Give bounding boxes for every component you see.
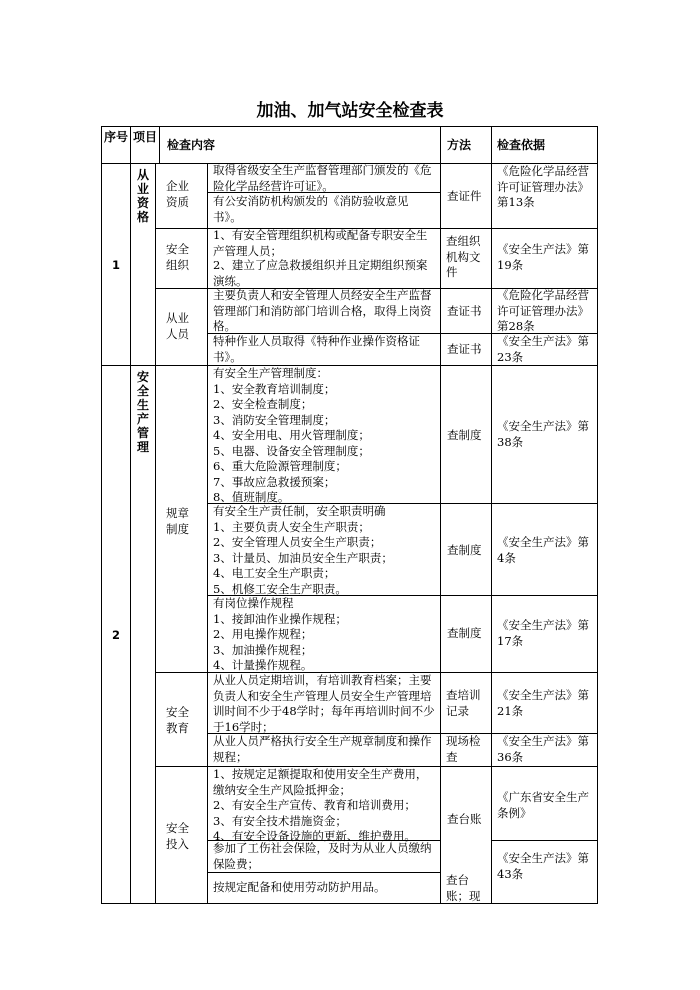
section1-sub2-basis: 《安全生产法》第19条 bbox=[497, 242, 589, 272]
section2-sub3-c1 bbox=[213, 767, 438, 845]
section1-sub1-c1: 取得省级安全生产监督管理部门颁发的《危险化学品经营许可证》。 bbox=[213, 163, 432, 193]
section1-sub2-name: 安全组织 bbox=[166, 242, 189, 272]
section2-sub1-method2: 查制度 bbox=[447, 543, 482, 557]
section2-sub1-basis3: 《安全生产法》第17条 bbox=[497, 618, 589, 648]
list-item: 3、加油操作规程； bbox=[213, 642, 313, 657]
section2-sub1-block2 bbox=[213, 504, 438, 597]
section1-sub2-c1: 1、有安全管理组织机构或配备专职安全生产管理人员； bbox=[213, 228, 428, 258]
section2-sub1-basis2: 《安全生产法》第4条 bbox=[497, 535, 589, 565]
section1-sub2-c2: 2、建立了应急救援组织并且定期组织预案演练。 bbox=[213, 258, 428, 288]
page-title: 加油、加气站安全检查表 bbox=[256, 101, 444, 121]
section2-sub1-basis1: 《安全生产法》第38条 bbox=[497, 419, 589, 449]
list-item: 3、有安全技术措施资金； bbox=[213, 813, 347, 828]
list-item: 1、接卸油作业操作规程； bbox=[213, 611, 347, 626]
header-content: 检查内容 bbox=[167, 138, 216, 152]
section2-sub1-block1 bbox=[213, 366, 438, 506]
list-item: 8、值班制度。 bbox=[213, 490, 290, 504]
list-item: 1、按规定足额提取和使用安全生产费用，缴纳安全生产风险抵押金； bbox=[213, 767, 428, 797]
section1-seq: 1 bbox=[111, 258, 120, 272]
section1-sub3-method1: 查证书 bbox=[447, 304, 482, 318]
section1-sub1-basis: 《危险化学品经营许可证管理办法》第13条 bbox=[497, 164, 589, 209]
list-item: 4、电工安全生产职责； bbox=[213, 566, 336, 580]
section2-sub3-name: 安全投入 bbox=[166, 821, 189, 851]
list-item: 2、安全管理人员安全生产职责； bbox=[213, 535, 382, 549]
section2-sub3-c3: 按规定配备和使用劳动防护用品。 bbox=[213, 880, 386, 894]
list-item: 2、安全检查制度； bbox=[213, 397, 313, 411]
list-item: 3、计量员、加油员安全生产职责； bbox=[213, 550, 393, 565]
section1-sub3-name: 从业人员 bbox=[166, 311, 189, 341]
list-item: 5、电器、设备安全管理制度； bbox=[213, 443, 370, 458]
section2-seq: 2 bbox=[111, 628, 120, 642]
section1-sub3-c2: 特种作业人员取得《特种作业操作资格证书》。 bbox=[213, 334, 420, 364]
header-seq: 序号 bbox=[103, 130, 128, 144]
list-item: 3、消防安全管理制度； bbox=[213, 412, 336, 427]
section1-sub1-name: 企业资质 bbox=[166, 179, 189, 209]
list-item: 5、机修工安全生产职责。 bbox=[213, 581, 347, 596]
section2-sub3-c2: 参加了工伤社会保险，及时为从业人员缴纳保险费； bbox=[213, 841, 432, 871]
section2-sub2-basis2: 《安全生产法》第36条 bbox=[497, 734, 589, 764]
list-item: 6、重大危险源管理制度； bbox=[213, 459, 347, 473]
list-item: 4、计量操作规程。 bbox=[213, 658, 313, 672]
section2-sub2-method2: 现场检查 bbox=[446, 734, 481, 764]
section2-sub2-c2: 从业人员严格执行安全生产规章制度和操作规程； bbox=[213, 734, 432, 764]
section2-sub3-method3: 查台账；现 bbox=[446, 873, 481, 903]
header-basis: 检查依据 bbox=[497, 138, 546, 152]
section1-sub3-basis2: 《安全生产法》第23条 bbox=[497, 334, 589, 364]
section2-sub1-name: 规章制度 bbox=[166, 506, 189, 536]
section2-item: 安全生产管理 bbox=[136, 370, 149, 454]
section1-sub3-c1: 主要负责人和安全管理人员经安全生产监督管理部门和消防部门培训合格，取得上岗资格。 bbox=[213, 288, 432, 333]
header-item: 项目 bbox=[132, 130, 157, 144]
section2-sub2-basis1: 《安全生产法》第21条 bbox=[497, 688, 589, 718]
section1-sub1-method: 查证件 bbox=[447, 189, 482, 203]
list-item: 4、有安全设备设施的更新、维护费用。 bbox=[213, 829, 416, 843]
section1-sub3-method2: 查证书 bbox=[447, 342, 482, 356]
section1-sub2-method: 查组织机构文件 bbox=[446, 234, 481, 279]
section2-sub1-method3: 查制度 bbox=[447, 626, 482, 640]
list-item: 有安全生产管理制度： bbox=[213, 366, 328, 380]
section1-sub3-basis1: 《危险化学品经营许可证管理办法》第28条 bbox=[497, 288, 589, 333]
section2-sub2-name: 安全教育 bbox=[166, 705, 189, 735]
list-item: 2、有安全生产宣传、教育和培训费用； bbox=[213, 798, 416, 812]
list-item: 1、安全教育培训制度； bbox=[213, 381, 336, 396]
section2-sub3-basis2: 《安全生产法》第43条 bbox=[497, 851, 589, 881]
section2-sub2-method1: 查培训记录 bbox=[446, 688, 481, 718]
section2-sub3-method1: 查台账 bbox=[447, 812, 482, 826]
list-item: 有安全生产责任制，安全职责明确 bbox=[213, 504, 386, 518]
section2-sub2-c1: 从业人员定期培训，有培训教育档案；主要负责人和安全生产管理人员安全生产管理培训时间不少于48学时；每年再培训时间不少于16学时； bbox=[213, 673, 435, 734]
section2-sub1-method1: 查制度 bbox=[447, 428, 482, 442]
list-item: 有岗位操作规程 bbox=[213, 596, 294, 610]
section2-sub3-basis1: 《广东省安全生产条例》 bbox=[497, 790, 589, 820]
header-method: 方法 bbox=[447, 138, 472, 152]
list-item: 1、主要负责人安全生产职责； bbox=[213, 519, 370, 534]
section1-item: 从业资格 bbox=[136, 168, 149, 224]
list-item: 2、用电操作规程； bbox=[213, 627, 313, 641]
section2-sub1-block3 bbox=[213, 596, 438, 674]
section1-sub1-c2: 有公安消防机构颁发的《消防验收意见书》。 bbox=[213, 194, 409, 224]
list-item: 7、事故应急救援预案； bbox=[213, 474, 336, 489]
list-item: 4、安全用电、用火管理制度； bbox=[213, 428, 370, 442]
